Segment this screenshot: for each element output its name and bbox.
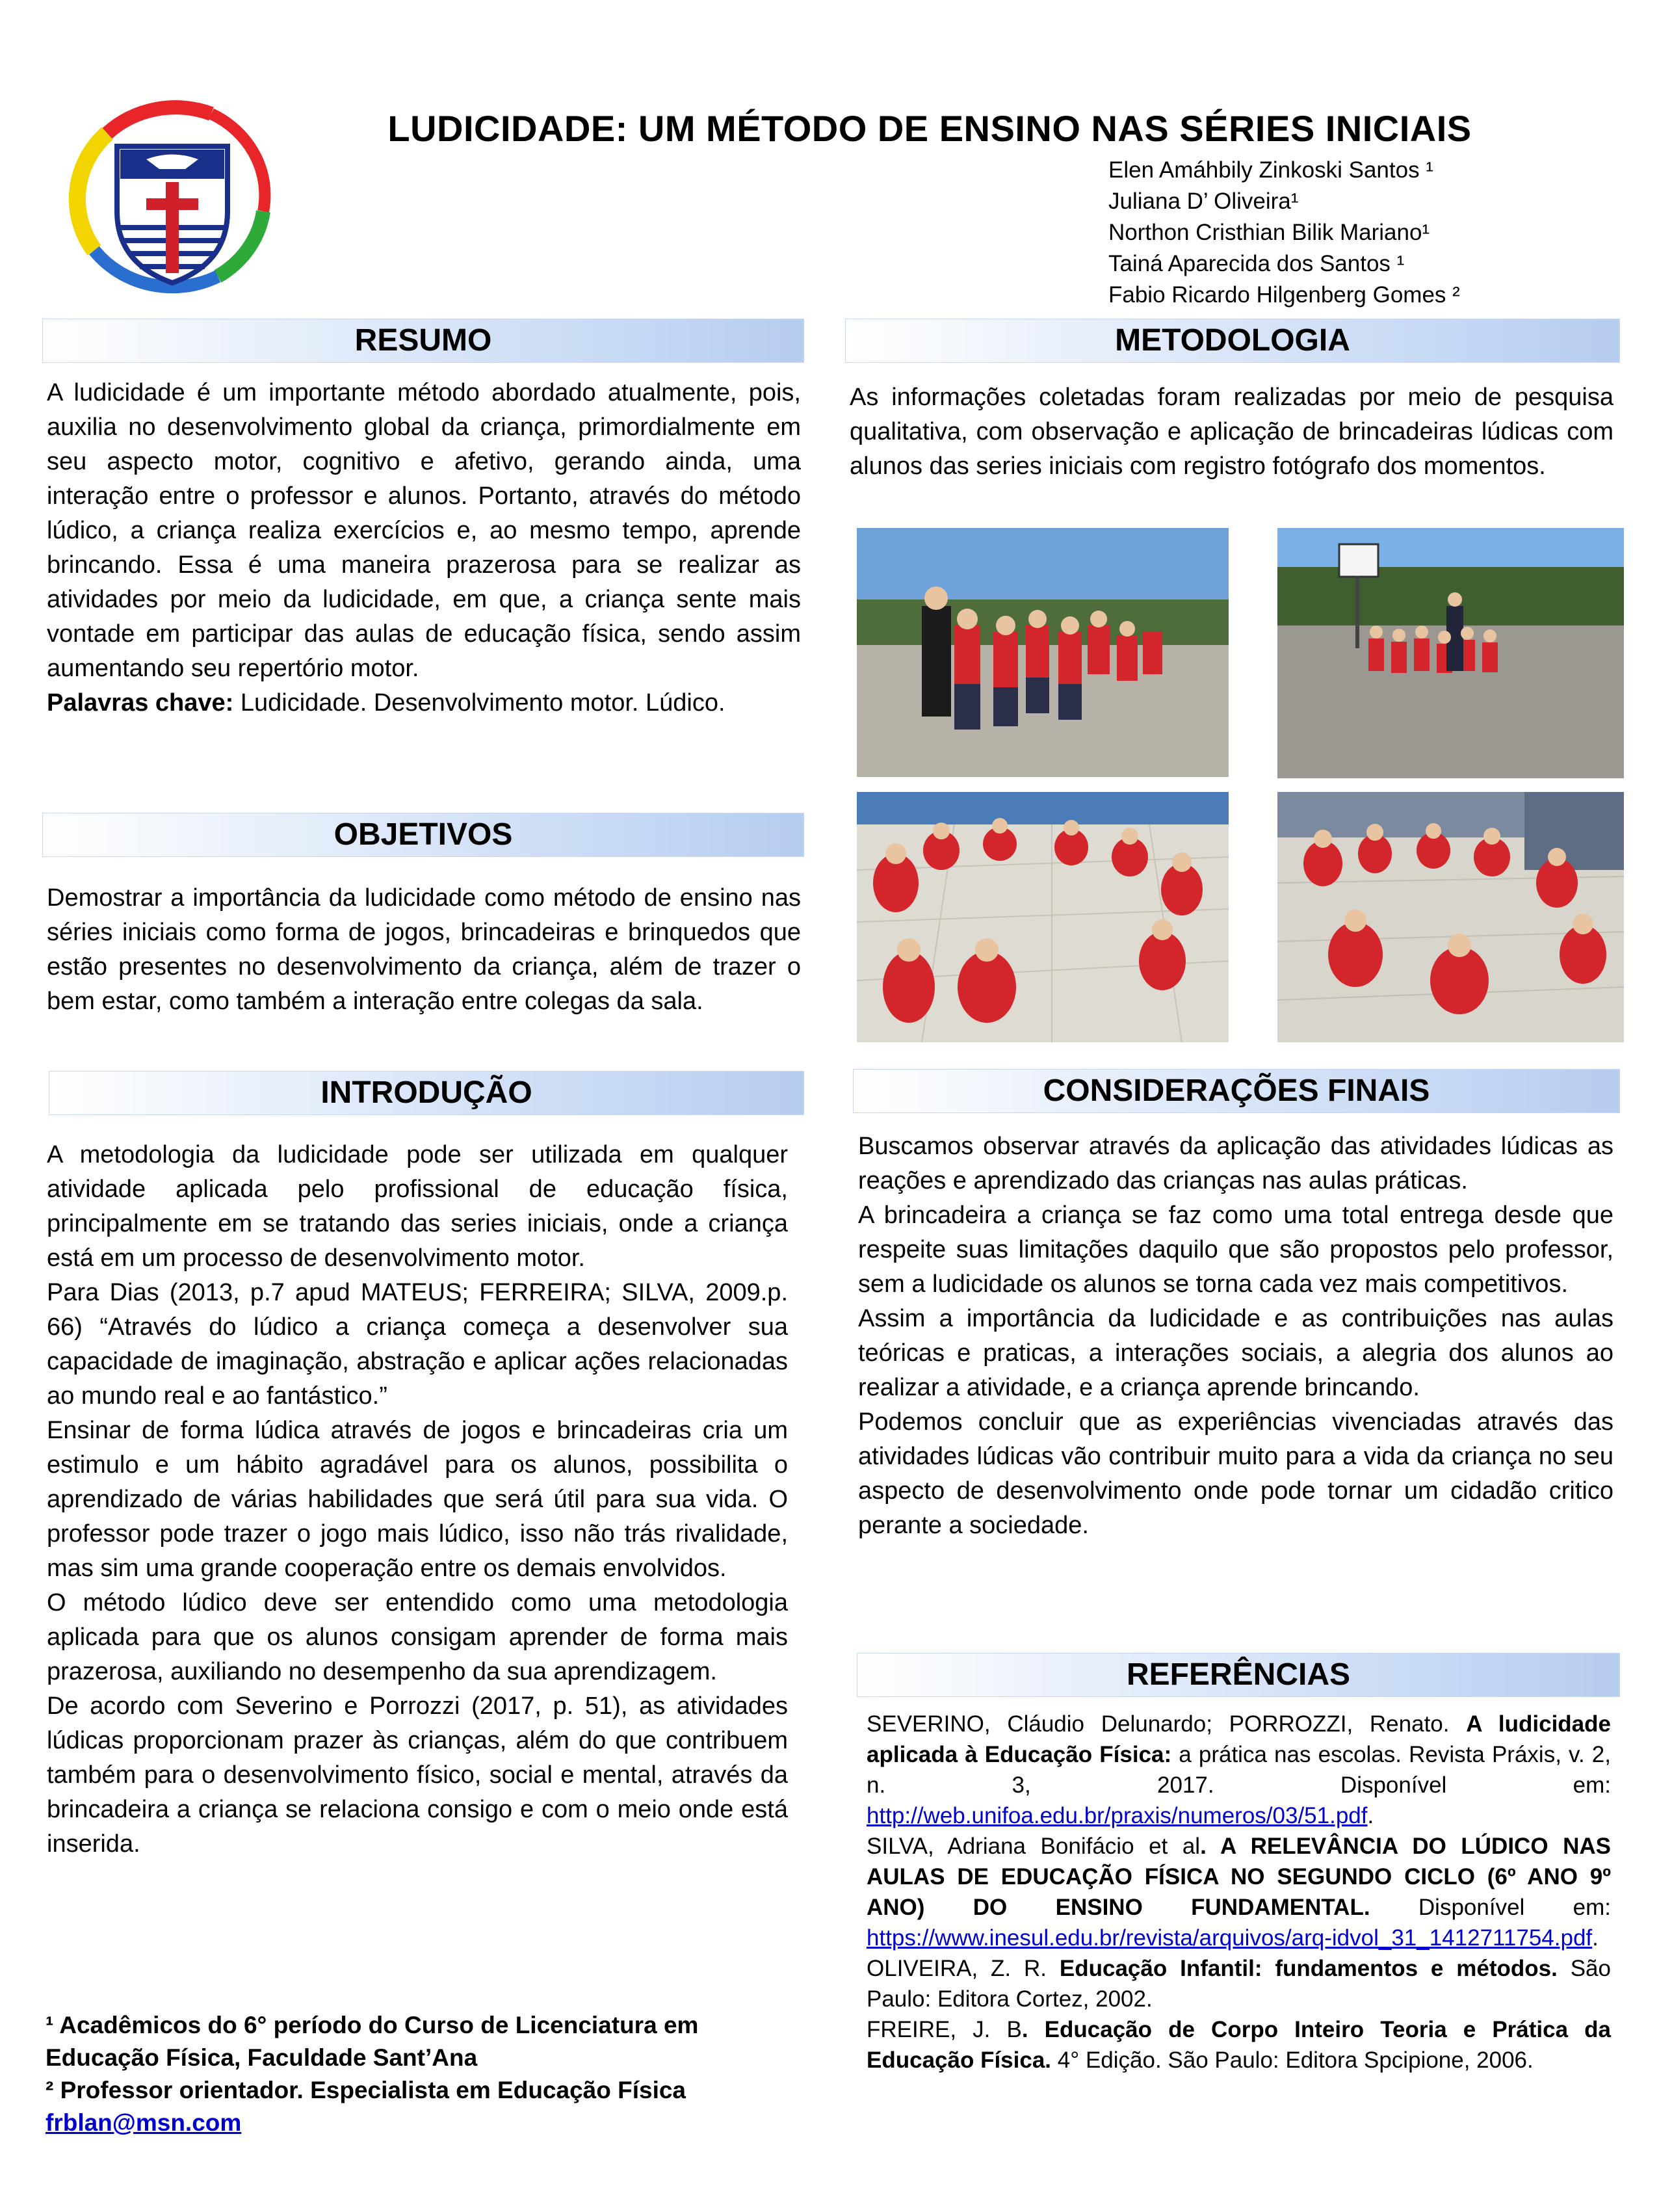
consideracoes-paragraph: Assim a importância da ludicidade e as contribuições nas aulas teóricas e praticas, a interações sociais, a alegria dos alunos ao realizar a atividade, e a criança aprende brincando. — [858, 1305, 1613, 1401]
reference-item: FREIRE, J. B. Educação de Corpo Inteiro Teoria e Prática da Educação Física. 4° Edição. São Paulo: Editora Spcipione, 2006. — [867, 2017, 1611, 2073]
indoor-circle-photo — [857, 792, 1229, 1042]
resumo-heading: RESUMO — [42, 319, 804, 363]
keywords-label: Palavras chave: — [47, 689, 234, 717]
introducao-paragraph: O método lúdico deve ser entendido como uma metodologia aplicada para que os alunos consigam aprender de forma mais prazerosa, auxiliando no desempenho da sua aprendizagem. — [47, 1589, 788, 1685]
author-2: Juliana D’ Oliveira¹ — [1108, 189, 1299, 214]
consideracoes-paragraph: A brincadeira a criança se faz como uma total entrega desde que respeite suas limitações daquilo que são propostos pelo professor, sem a ludicidade os alunos se torna cada vez mais competitivos. — [858, 1202, 1613, 1298]
consideracoes-paragraph: Podemos concluir que as experiências vivenciadas através das atividades lúdicas vão contribuir muito para a vida da criança no seu aspecto de desenvolvimento onde pode tornar um cidadão critico perante a sociedade. — [858, 1408, 1613, 1539]
author-5: Fabio Ricardo Hilgenberg Gomes ² — [1108, 282, 1460, 308]
reference-link[interactable]: http://web.unifoa.edu.br/praxis/numeros/03/51.pdf — [867, 1803, 1368, 1828]
resumo-body: A ludicidade é um importante método abordado atualmente, pois, auxilia no desenvolvimento global da criança, primordialmente em seu aspecto motor, cognitivo e afetivo, gerando ainda, uma interação entre o professor e alunos. Portanto, através do método lúdico, a criança realiza exercícios e, ao mesmo tempo, aprende brincando. Essa é uma maneira prazerosa para se realizar as atividades por meio da ludicidade, em que, a criança sente mais vontade em participar das aulas de educação física, sendo assim aumentando seu repertório motor. — [47, 379, 801, 682]
consideracoes-section — [858, 1129, 1613, 1543]
consideracoes-heading: CONSIDERAÇÕES FINAIS — [853, 1069, 1620, 1113]
outdoor-court-photo — [1277, 528, 1624, 778]
outdoor-line-photo — [857, 528, 1229, 777]
email-link[interactable]: frblan@msn.com — [46, 2109, 242, 2136]
reference-item: OLIVEIRA, Z. R. Educação Infantil: fundamentos e métodos. São Paulo: Editora Cortez, 2002. — [867, 1956, 1611, 2012]
introducao-paragraph: A metodologia da ludicidade pode ser utilizada em qualquer atividade aplicada pelo profissional de educação física, principalmente em se tratando das series iniciais, onde a criança está em um processo de desenvolvimento motor. — [47, 1141, 788, 1272]
footnotes — [46, 2009, 793, 2139]
poster-title: LUDICIDADE: UM MÉTODO DE ENSINO NAS SÉRIES INICIAIS — [387, 108, 1472, 149]
introducao-heading: INTRODUÇÃO — [49, 1071, 804, 1115]
indoor-seated-photo — [1277, 792, 1624, 1042]
introducao-paragraph: Ensinar de forma lúdica através de jogos e brincadeiras cria um estimulo e um hábito agradável para os alunos, possibilita o aprendizado de várias habilidades que será útil para sua vida. O professor pode trazer o jogo mais lúdico, isso não trás rivalidade, mas sim uma grande cooperação entre os demais envolvidos. — [47, 1417, 788, 1582]
metodologia-section — [850, 380, 1613, 484]
resumo-section — [47, 376, 801, 720]
introducao-paragraph: Para Dias (2013, p.7 apud MATEUS; FERREIRA; SILVA, 2009.p. 66) “Através do lúdico a criança começa a desenvolver sua capacidade de imaginação, abstração e aplicar ações relacionadas ao mundo real e ao fantástico.” — [47, 1279, 788, 1410]
introducao-section — [47, 1138, 788, 1862]
referencias-section — [867, 1709, 1611, 2075]
introducao-paragraph: De acordo com Severino e Porrozzi (2017, p. 51), as atividades lúdicas proporcionam prazer às crianças, além do que contribuem também para o desenvolvimento físico, social e mental, através da brincadeira a criança se relaciona consigo e com o meio onde está inserida. — [47, 1692, 788, 1858]
author-1: Elen Amáhbily Zinkoski Santos ¹ — [1108, 157, 1433, 183]
resumo-keywords — [47, 686, 801, 720]
metodologia-heading: METODOLOGIA — [845, 319, 1620, 363]
logo-emblem-icon — [55, 88, 289, 302]
footnote-1: ¹ Acadêmicos do 6° período do Curso de Licenciatura em Educação Física, Faculdade Sant’Ana — [46, 2012, 699, 2071]
objetivos-body: Demostrar a importância da ludicidade como método de ensino nas séries iniciais como forma de jogos, brincadeiras e brinquedos que estão presentes no desenvolvimento da criança, além de trazer o bem estar, como também a interação entre colegas da sala. — [47, 884, 801, 1015]
keywords-text: Ludicidade. Desenvolvimento motor. Lúdico. — [233, 689, 725, 717]
institution-logo — [55, 88, 289, 302]
metodologia-body: As informações coletadas foram realizadas por meio de pesquisa qualitativa, com observação e aplicação de brincadeiras lúdicas com alunos das series iniciais com registro fotógrafo dos momentos. — [850, 384, 1613, 480]
footnote-2: ² Professor orientador. Especialista em Educação Física — [46, 2077, 686, 2103]
objetivos-section — [47, 881, 801, 1019]
author-3: Northon Cristhian Bilik Mariano¹ — [1108, 220, 1430, 245]
author-list — [1108, 155, 1563, 311]
author-4: Tainá Aparecida dos Santos ¹ — [1108, 251, 1405, 276]
reference-link[interactable]: https://www.inesul.edu.br/revista/arquivos/arq-idvol_31_1412711754.pdf — [867, 1925, 1593, 1951]
objetivos-heading: OBJETIVOS — [42, 813, 804, 857]
consideracoes-paragraph: Buscamos observar através da aplicação das atividades lúdicas as reações e aprendizado das crianças nas aulas práticas. — [858, 1133, 1613, 1194]
reference-item: SILVA, Adriana Bonifácio et al. A RELEVÂNCIA DO LÚDICO NAS AULAS DE EDUCAÇÃO FÍSICA NO SEGUNDO CICLO (6º ANO 9º ANO) DO ENSINO FUNDAMENTAL. Disponível em: https://www.inesul.edu.br/revista/arquivos/arq-idvol_31_1412711754.pdf. — [867, 1834, 1611, 1951]
reference-item: SEVERINO, Cláudio Delunardo; PORROZZI, Renato. A ludicidade aplicada à Educação Física: a prática nas escolas. Revista Práxis, v. 2, n. 3, 2017. Disponível em: http://web.unifoa.edu.br/praxis/numeros/03/51.pdf. — [867, 1711, 1611, 1828]
referencias-heading: REFERÊNCIAS — [857, 1653, 1620, 1697]
